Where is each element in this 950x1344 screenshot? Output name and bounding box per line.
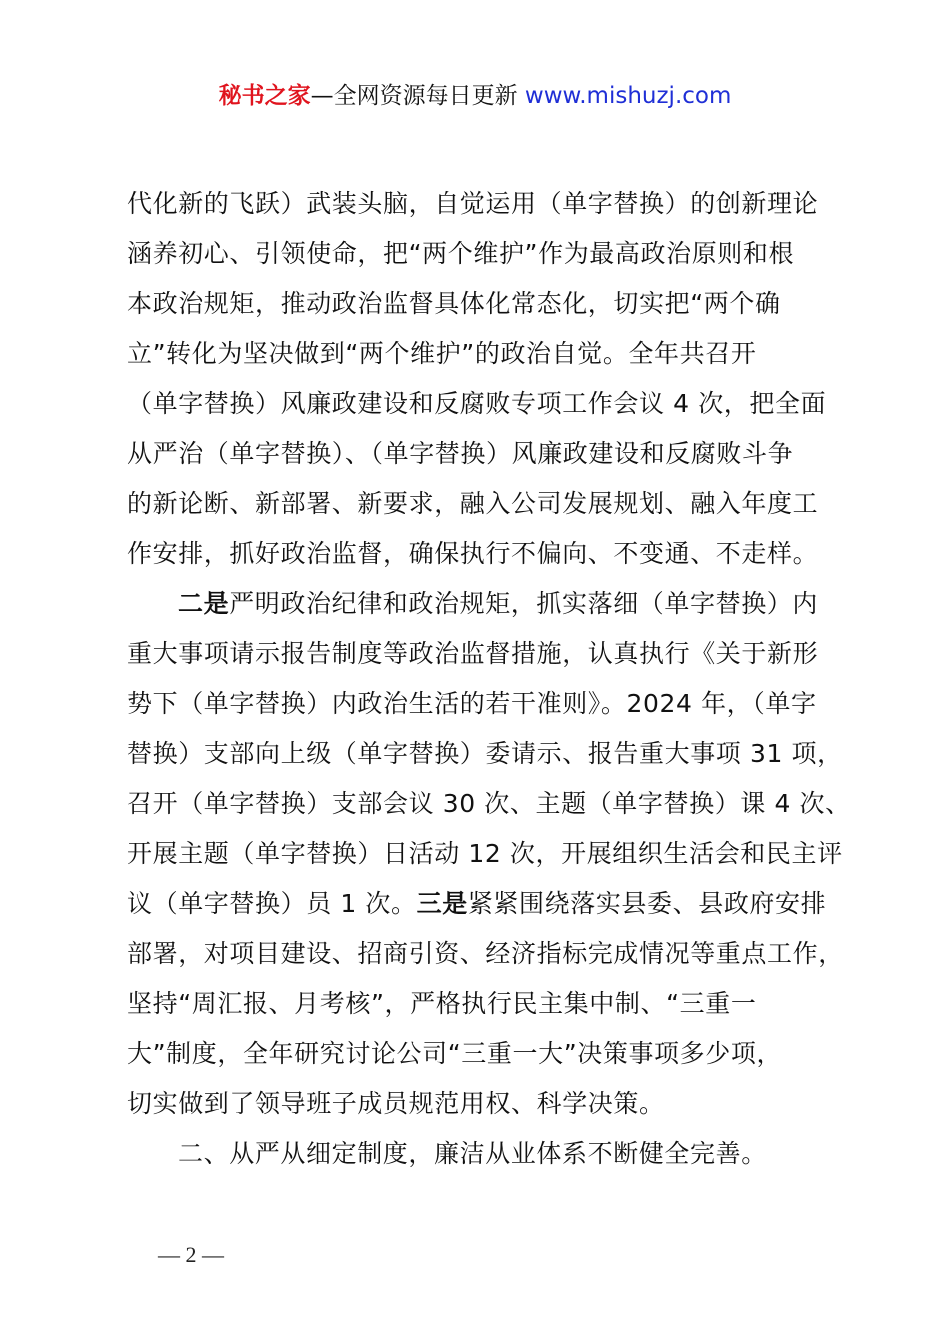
lead-heading-three: 三是 bbox=[416, 889, 468, 918]
text-line: 开展主题（单字替换）日活动 12 次，开展组织生活会和民主评 bbox=[127, 839, 843, 868]
text-line: 切实做到了领导班子成员规范用权、科学决策。 bbox=[127, 1089, 665, 1118]
text-line: 部署，对项目建设、招商引资、经济指标完成情况等重点工作， bbox=[127, 939, 844, 968]
text-line: 大”制度，全年研究讨论公司“三重一大”决策事项多少项， bbox=[127, 1039, 783, 1068]
site-url-link[interactable]: www.mishuzj.com bbox=[524, 83, 732, 109]
text-line: 严明政治纪律和政治规矩，抓实落细（单字替换）内 bbox=[229, 589, 819, 618]
text-line: 从严治（单字替换）、（单字替换）风廉政建设和反腐败斗争 bbox=[127, 439, 794, 468]
text-line: （单字替换）风廉政建设和反腐败专项工作会议 4 次，把全面 bbox=[127, 389, 827, 418]
lead-heading-two: 二是 bbox=[178, 589, 230, 618]
page-number: — 2 — bbox=[158, 1242, 224, 1267]
text-line: 作安排，抓好政治监督，确保执行不偏向、不变通、不走样。 bbox=[127, 539, 819, 568]
brand-name: 秘书之家 bbox=[218, 83, 311, 109]
text-line: 本政治规矩，推动政治监督具体化常态化，切实把“两个确 bbox=[127, 289, 781, 318]
text-line: 召开（单字替换）支部会议 30 次、主题（单字替换）课 4 次、 bbox=[127, 789, 851, 818]
paragraph-two-first-line bbox=[178, 588, 818, 620]
text-line: 议（单字替换）员 1 次。 bbox=[127, 889, 417, 918]
text-line: 坚持“周汇报、月考核”，严格执行民主集中制、“三重一 bbox=[127, 989, 757, 1018]
text-line: 涵养初心、引领使命，把“两个维护”作为最高政治原则和根 bbox=[127, 239, 795, 268]
text-line: 立”转化为坚决做到“两个维护”的政治自觉。全年共召开 bbox=[127, 339, 757, 368]
mixed-line bbox=[127, 888, 826, 920]
site-header bbox=[0, 80, 950, 112]
text-line: 代化新的飞跃）武装头脑，自觉运用（单字替换）的创新理论 bbox=[127, 189, 819, 218]
text-line: 的新论断、新部署、新要求，融入公司发展规划、融入年度工 bbox=[127, 489, 819, 518]
text-line: 重大事项请示报告制度等政治监督措施，认真执行《关于新形 bbox=[127, 639, 819, 668]
text-line: 势下（单字替换）内政治生活的若干准则》。2024 年，（单字 bbox=[127, 689, 817, 718]
text-line: 替换）支部向上级（单字替换）委请示、报告重大事项 31 项， bbox=[127, 739, 843, 768]
header-tagline: —全网资源每日更新 bbox=[310, 83, 525, 109]
text-line: 紧紧围绕落实县委、县政府安排 bbox=[467, 889, 827, 918]
section-heading: 二、从严从细定制度，廉洁从业体系不断健全完善。 bbox=[178, 1139, 767, 1168]
